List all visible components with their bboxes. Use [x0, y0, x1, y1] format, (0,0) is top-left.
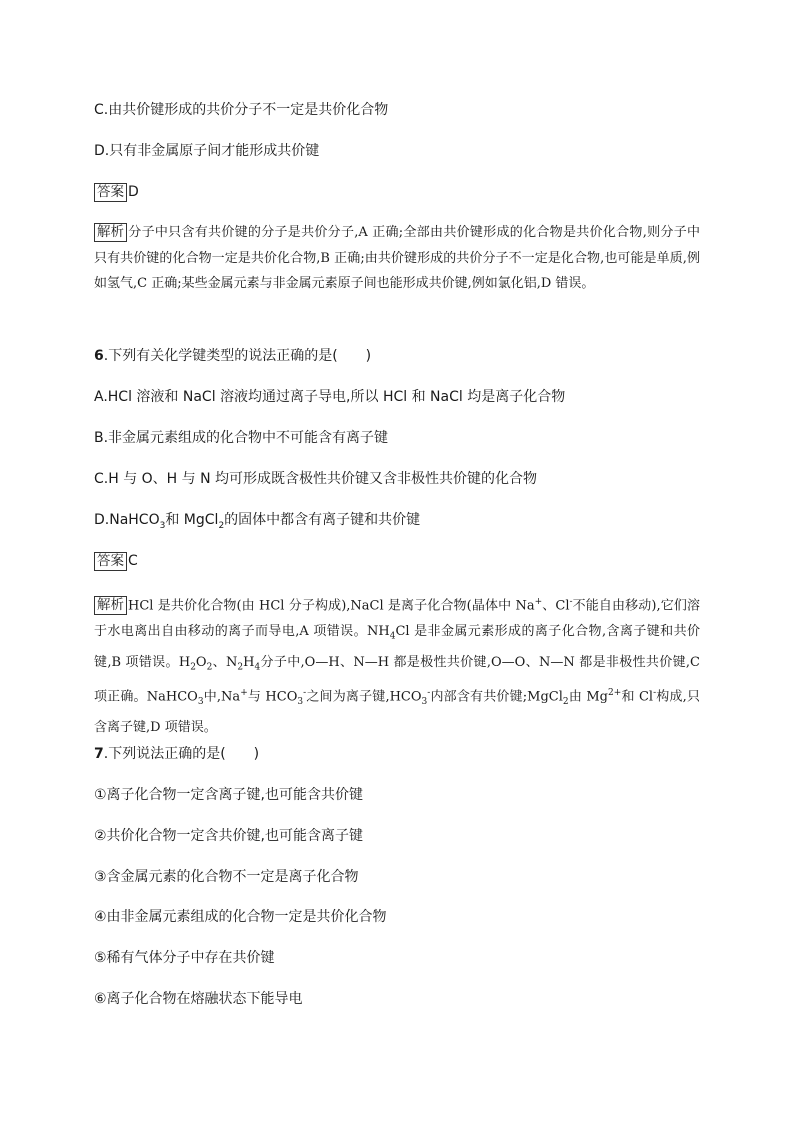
question-number: 7: [94, 746, 104, 762]
q5-analysis: [94, 220, 700, 297]
answer-tag: 答案: [94, 552, 127, 571]
q5-option-d: D.只有非金属原子间才能形成共价键: [94, 143, 320, 159]
analysis-tag: 解析: [94, 223, 127, 242]
q6-analysis: 解析 HCl 是共价化合物(由 HCl 分子构成),NaCl 是离子化合物(晶体中 Na+、Cl-不能自由移动),它们溶于水电离出自由移动的离子而导电,A 项错误。$NH_4Cl$ 是非金属元素形成的离子化合物,含离子键和共价键,B 项错误。$H_2O_2$、$N_2H_4$分子中,O—H、N—H 都是极性共价键,O—O、N—N 都是非极性共价键,C 项正确。NaHCO$_3$中,Na+与 $HCO_3^-$之间为离子键$,HCO_3^-$内部含有共价键;MgCl$_2$由 $Mg^{2+}$和 Cl-构成,只含离子键,D 项错误。: [94, 597, 701, 736]
q5-answer: [94, 182, 139, 202]
q6-option-d: D.NaHCO$_3$和 MgCl$_2$的固体中都含有离子键和共价键: [94, 512, 421, 531]
q6-option-b: B.非金属元素组成的化合物中不可能含有离子键: [94, 430, 389, 446]
question-text: .下列有关化学键类型的说法正确的是( ): [103, 348, 372, 364]
q6-stem: [94, 346, 371, 366]
q7-item: ①离子化合物一定含离子键,也可能含共价键: [94, 787, 363, 803]
answer-value: C: [128, 553, 138, 569]
answer-tag: 答案: [94, 183, 127, 202]
analysis-tag: 解析: [94, 596, 127, 615]
q7-item: ⑤稀有气体分子中存在共价键: [94, 950, 275, 966]
q6-option-c: C.H 与 O、H 与 N 均可形成既含极性共价键又含非极性共价键的化合物: [94, 471, 538, 487]
q6-answer: [94, 551, 138, 571]
q7-stem: [94, 744, 259, 764]
question-number: 6: [94, 348, 104, 364]
answer-value: D: [128, 184, 139, 200]
q7-item: ⑥离子化合物在熔融状态下能导电: [94, 991, 303, 1007]
q7-item: ②共价化合物一定含共价键,也可能含离子键: [94, 828, 363, 844]
q7-item: ③含金属元素的化合物不一定是离子化合物: [94, 869, 359, 885]
q6-option-a: A.HCl 溶液和 NaCl 溶液均通过离子导电,所以 HCl 和 NaCl 均是离子化合物: [94, 389, 566, 405]
question-text: .下列说法正确的是( ): [103, 746, 260, 762]
q7-item: ④由非金属元素组成的化合物一定是共价化合物: [94, 909, 387, 925]
q5-option-c: C.由共价键形成的共价分子不一定是共价化合物: [94, 102, 389, 118]
analysis-text: 分子中只含有共价键的分子是共价分子,A 正确;全部由共价键形成的化合物是共价化合物,则分子中只有共价键的化合物一定是共价化合物,B 正确;由共价键形成的共价分子不一定是化合物,也可能是单质,例如氢气,C 正确;某些金属元素与非金属元素原子间也能形成共价键,例如氯化铝,D 错误。: [94, 225, 700, 291]
